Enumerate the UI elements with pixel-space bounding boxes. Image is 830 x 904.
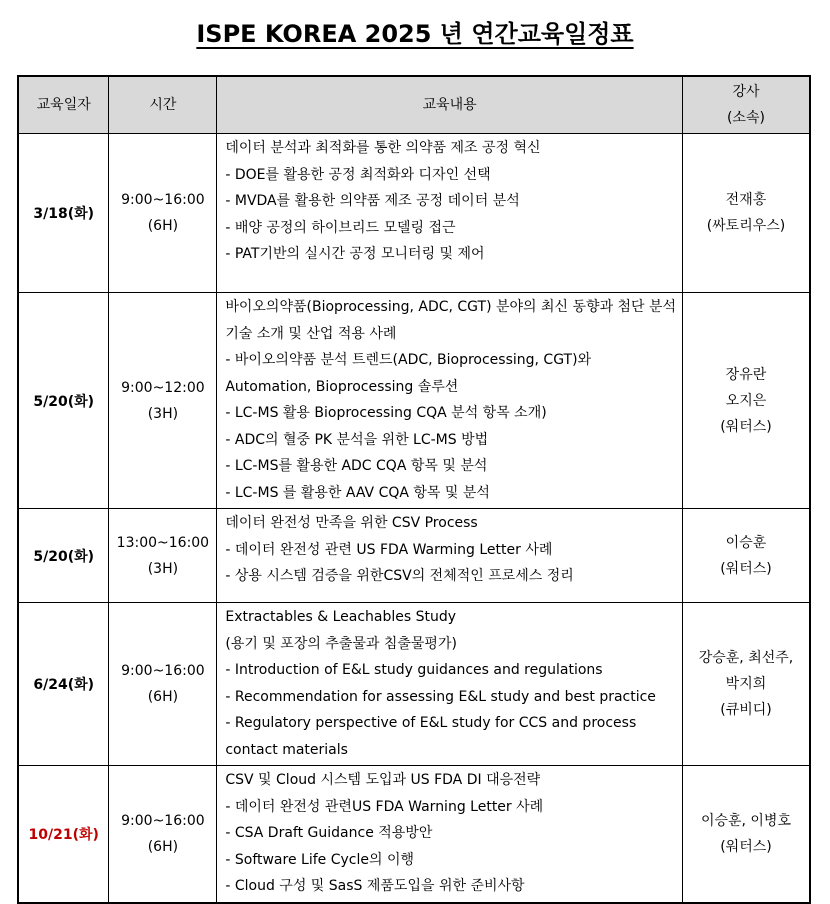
content-line: - PAT기반의 실시간 공정 모니터링 및 제어: [225, 246, 485, 262]
row-time: [109, 134, 217, 293]
time-duration: (3H): [147, 560, 179, 577]
row-content: [217, 509, 683, 603]
content-line: 데이터 완전성 만족을 위한 CSV Process: [225, 515, 478, 531]
row-content: [217, 766, 683, 903]
table-row: [18, 603, 810, 766]
content-line: - Introduction of E&L study guidances and regulations: [225, 662, 603, 678]
content-line: 바이오의약품(Bioprocessing, ADC, CGT) 분야의 최신 동향과 첨단 분석 기술 소개 및 산업 적용 사례: [225, 299, 677, 342]
content-line: - LC-MS를 활용한 ADC CQA 항목 및 분석: [225, 458, 488, 474]
instructor-name: 오지은: [725, 392, 767, 409]
table-row: [18, 134, 810, 293]
row-date: 5/20(화): [18, 509, 109, 603]
row-time: [109, 293, 217, 509]
instructor-affiliation: (워터스): [720, 838, 772, 855]
instructor-affiliation: (워터스): [720, 560, 772, 577]
content-line: - Recommendation for assessing E&L study and best practice: [225, 688, 656, 705]
row-instructor: [682, 603, 810, 766]
content-line: 데이터 분석과 최적화를 통한 의약품 제조 공정 혁신: [225, 140, 541, 156]
content-line: - Regulatory perspective of E&L study for CCS and process contact materials: [225, 715, 637, 758]
content-line: Extractables & Leachables Study: [225, 609, 457, 625]
time-duration: (6H): [147, 838, 179, 855]
content-line: - ADC의 혈중 PK 분석을 위한 LC-MS 방법: [225, 431, 489, 448]
time-duration: (6H): [147, 218, 179, 234]
row-date: 5/20(화): [18, 293, 109, 509]
content-line: - Software Life Cycle의 이행: [225, 851, 414, 868]
content-line: - 데이터 완전성 관련US FDA Warning Letter 사례: [225, 798, 544, 815]
row-time: [109, 509, 217, 603]
row-time: [109, 766, 217, 903]
time-range: 9:00~16:00: [121, 663, 205, 679]
time-duration: (3H): [147, 405, 179, 422]
content-line: - 배양 공정의 하이브리드 모델링 접근: [225, 219, 456, 236]
header-date: 교육일자: [18, 76, 109, 134]
instructor-name: 이승훈, 이병호: [700, 812, 791, 829]
row-content: [217, 603, 683, 766]
page-title: ISPE KOREA 2025 년 연간교육일정표: [196, 20, 634, 48]
instructor-affiliation: (워터스): [720, 418, 772, 435]
time-range: 9:00~16:00: [121, 812, 205, 829]
instructor-name: 박지희: [725, 676, 767, 692]
row-instructor: [682, 293, 810, 509]
row-date: 3/18(화): [18, 134, 109, 293]
table-header-row: [18, 76, 810, 134]
time-range: 9:00~12:00: [121, 379, 205, 396]
row-date: 6/24(화): [18, 603, 109, 766]
schedule-table: [17, 75, 811, 904]
row-date: 10/21(화): [18, 766, 109, 903]
content-line: - LC-MS 활용 Bioprocessing CQA 분석 항목 소개): [225, 405, 547, 421]
row-instructor: [682, 766, 810, 903]
instructor-name: 강승훈, 최선주,: [698, 650, 794, 666]
instructor-name: 이승훈: [725, 534, 767, 551]
instructor-name: 전재홍: [725, 192, 767, 208]
row-time: [109, 603, 217, 766]
row-instructor: [682, 509, 810, 603]
content-line: - 상용 시스템 검증을 위한CSV의 전체적인 프로세스 정리: [225, 568, 574, 584]
instructor-name: 장유란: [725, 366, 767, 383]
table-row: [18, 293, 810, 509]
row-content: [217, 134, 683, 293]
content-line: - 바이오의약품 분석 트렌드(ADC, Bioprocessing, CGT)와 Automation, Bioprocessing 솔루션: [225, 352, 592, 395]
instructor-affiliation: (큐비디): [720, 702, 772, 718]
content-line: - DOE를 활용한 공정 최적화와 디자인 선택: [225, 166, 491, 183]
content-line: - 데이터 완전성 관련 US FDA Warming Letter 사례: [225, 541, 553, 558]
content-line: CSV 및 Cloud 시스템 도입과 US FDA DI 대응전략: [225, 772, 541, 788]
header-instructor-label: 강사: [732, 84, 760, 100]
table-row: [18, 509, 810, 603]
row-content: [217, 293, 683, 509]
header-time: 시간: [109, 76, 217, 134]
content-line: - MVDA를 활용한 의약품 제조 공정 데이터 분석: [225, 193, 520, 209]
table-row: [18, 766, 810, 903]
time-range: 13:00~16:00: [116, 534, 210, 551]
instructor-affiliation: (싸토리우스): [706, 218, 786, 234]
content-line: - Cloud 구성 및 SasS 제품도입을 위한 준비사항: [225, 878, 525, 894]
header-instructor-affiliation: (소속): [726, 110, 765, 126]
time-duration: (6H): [147, 689, 179, 705]
header-content: 교육내용: [217, 76, 683, 134]
header-instructor: [682, 76, 810, 134]
time-range: 9:00~16:00: [121, 192, 205, 208]
content-line: (용기 및 포장의 추출물과 침출물평가): [225, 635, 457, 652]
row-instructor: [682, 134, 810, 293]
content-line: - CSA Draft Guidance 적용방안: [225, 825, 433, 841]
content-line: - LC-MS 를 활용한 AAV CQA 항목 및 분석: [225, 484, 490, 501]
